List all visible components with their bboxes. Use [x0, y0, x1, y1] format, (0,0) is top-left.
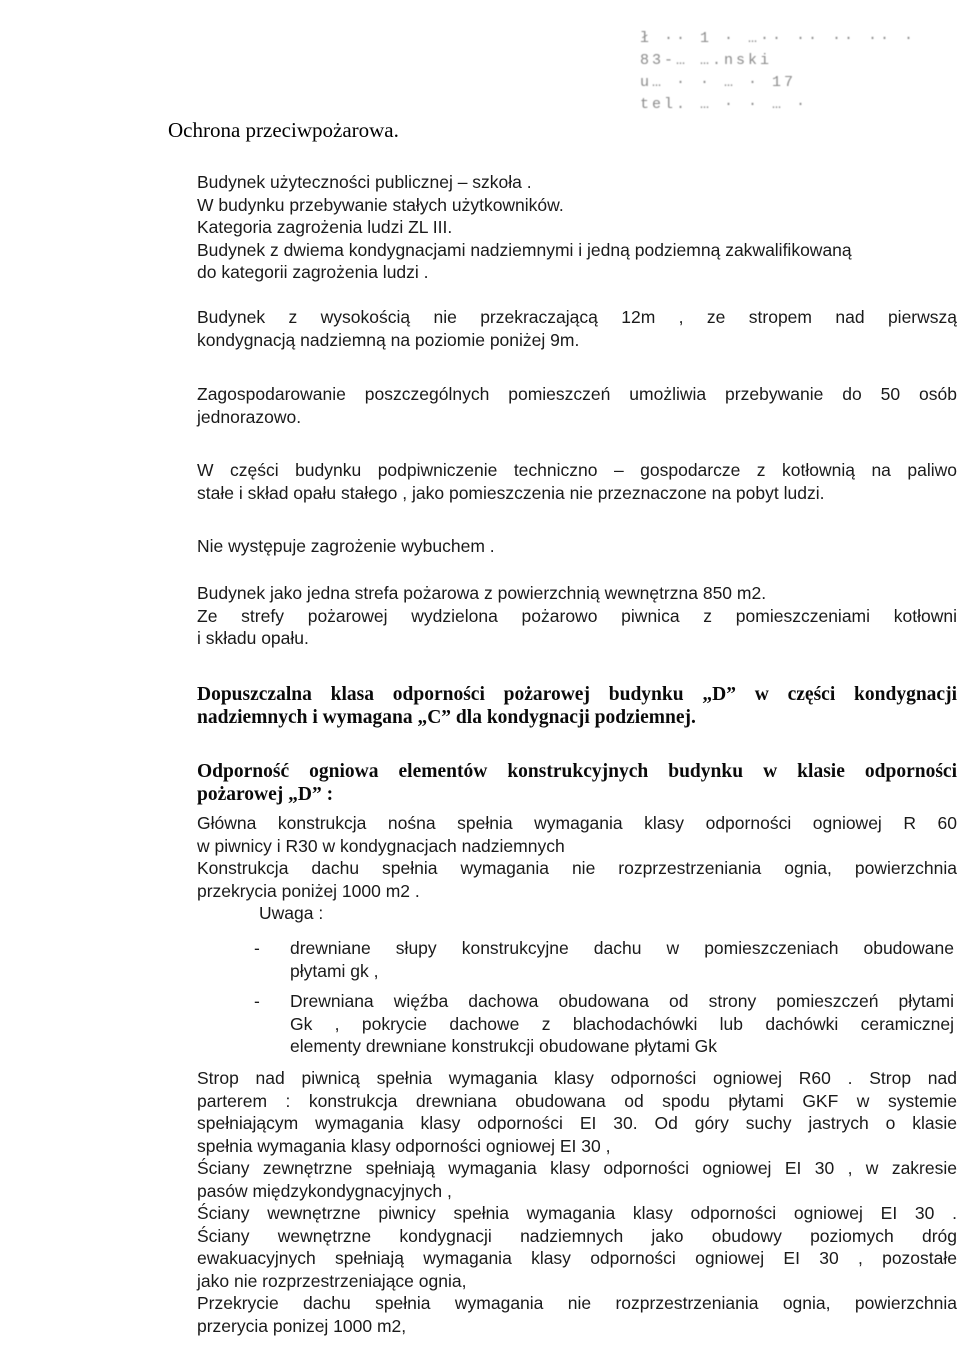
text-line: Główna konstrukcja nośna spełnia wymagania klasy odporności ogniowej R 60 [197, 813, 957, 833]
text-line: Dopuszczalna klasa odporności pożarowej budynku „D” w części kondygnacji [197, 684, 957, 705]
text-line: w piwnicy i R30 w kondygnacjach nadziemnych [197, 835, 565, 856]
occupancy-paragraph [197, 383, 957, 428]
text-line: Drewniana więźba dachowa obudowana od strony pomieszczeń płytami [290, 991, 954, 1011]
uwaga-label: Uwaga : [259, 903, 324, 923]
list-item [254, 937, 954, 982]
text-line: pasów międzykondygnacyjnych , [197, 1180, 452, 1201]
text-line: jako nie rozprzestrzeniające ognia, [197, 1270, 467, 1291]
text-line: Strop nad piwnicą spełnia wymagania klasy odporności ogniowej R60 . Strop nad [197, 1068, 957, 1088]
text-line: ewakuacyjnych spełniają wymagania klasy odporności ogniowej EI 30 , pozostałe [197, 1248, 957, 1268]
ceiling-walls-paragraph [197, 1067, 957, 1337]
dash-marker: - [254, 938, 260, 958]
fire-class-heading [197, 684, 957, 729]
text-line: elementy drewniane konstrukcji obudowane płytami Gk [290, 1036, 718, 1056]
dash-marker: - [254, 991, 260, 1011]
text-line: Budynek jako jedna strefa pożarowa z powierzchnią wewnętrzna 850 m2. [197, 583, 767, 603]
text-line: parterem : konstrukcja drewniana obudowana od spodu płytami GKF w systemie [197, 1090, 957, 1111]
stamp-line: ł ·· 1 · …·· ·· ·· ·· · [640, 30, 917, 47]
stamp-line: tel. … · · … · [640, 96, 809, 113]
text-line: do kategorii zagrożenia ludzi . [197, 262, 429, 282]
text-line: nadziemnych i wymagana „C” dla kondygnacji podziemnej. [197, 706, 696, 728]
text-line: pożarowej „D” : [197, 783, 334, 805]
text-line: stałe i skład opału stałego , jako pomieszczenia nie przeznaczone na pobyt ludzi. [197, 482, 825, 503]
text-line: Konstrukcja dachu spełnia wymagania nie rozprzestrzeniania ognia, powierzchnia [197, 858, 957, 878]
height-paragraph [197, 306, 957, 351]
text-line: Ściany wewnętrzne kondygnacji nadziemnych jako obudowy poziomych dróg [197, 1225, 957, 1246]
explosion-paragraph [197, 535, 957, 558]
text-line: Budynek użyteczności publicznej – szkoła . [197, 172, 532, 192]
text-line: drewniane słupy konstrukcyjne dachu w pomieszczeniach obudowane [290, 938, 954, 958]
text-line: Przekrycie dachu spełnia wymagania nie rozprzestrzeniania ognia, powierzchnia [197, 1293, 957, 1313]
text-line: Nie występuje zagrożenie wybuchem . [197, 536, 495, 556]
text-line: i składu opału. [197, 628, 309, 648]
text-line: przerycia ponizej 1000 m2, [197, 1315, 407, 1336]
text-line: płytami gk , [290, 960, 379, 981]
text-line: Zagospodarowanie poszczególnych pomieszczeń umożliwia przebywanie do 50 osób [197, 384, 957, 404]
resistance-heading [197, 761, 957, 806]
text-line: przekrycia poniżej 1000 m2 . [197, 880, 420, 901]
stamp-line: 83-… ….nski [640, 52, 773, 69]
structure-paragraph [197, 812, 957, 925]
text-line: Ściany zewnętrzne spełniają wymagania klasy odporności ogniowej EI 30 , w zakresie [197, 1158, 957, 1178]
zone-paragraph [197, 582, 957, 650]
uwaga-list [254, 937, 954, 1066]
stamp-line: u… · · … · 17 [640, 74, 797, 91]
basement-paragraph [197, 459, 957, 504]
text-line: kondygnacją nadziemną na poziomie poniżej 9m. [197, 329, 580, 350]
text-line: spełnia wymagania klasy odporności ogniowej EI 30 , [197, 1135, 611, 1156]
text-line: Gk , pokrycie dachowe z blachodachówki lub dachówki ceramicznej [290, 1013, 954, 1034]
list-item [254, 990, 954, 1058]
document-title: Ochrona przeciwpożarowa. [168, 118, 399, 142]
text-line: spełniającym wymagania klasy odporności EI 30. Od góry suchy jastrych o klasie [197, 1113, 957, 1133]
text-line: Odporność ogniowa elementów konstrukcyjnych budynku w klasie odporności [197, 761, 957, 782]
text-line: Kategoria zagrożenia ludzi ZL III. [197, 217, 453, 237]
text-line: Budynek z wysokością nie przekraczającą 12m , ze stropem nad pierwszą [197, 307, 957, 327]
text-line: Ze strefy pożarowej wydzielona pożarowo piwnica z pomieszczeniami kotłowni [197, 605, 957, 626]
company-stamp [640, 28, 917, 123]
text-line: jednorazowo. [197, 406, 302, 427]
text-line: W budynku przebywanie stałych użytkowników. [197, 194, 564, 215]
text-line: Ściany wewnętrzne piwnicy spełnia wymagania klasy odporności ogniowej EI 30 . [197, 1203, 957, 1223]
text-line: W części budynku podpiwniczenie techniczno – gospodarcze z kotłownią na paliwo [197, 460, 957, 480]
intro-paragraph [197, 171, 957, 284]
text-line: Budynek z dwiema kondygnacjami nadziemnymi i jedną podziemną zakwalifikowaną [197, 239, 852, 260]
